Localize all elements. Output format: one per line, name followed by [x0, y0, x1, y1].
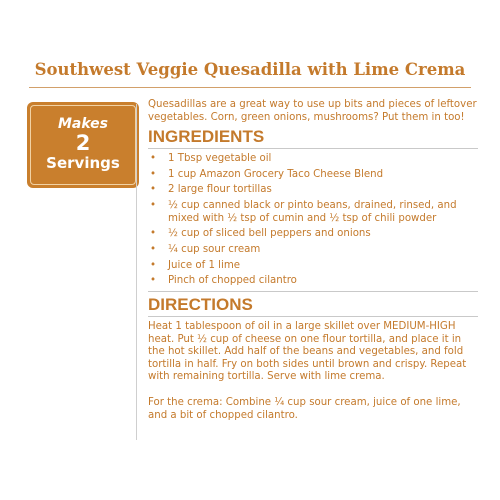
- recipe-title: Southwest Veggie Quesadilla with Lime Crema: [34, 60, 466, 79]
- ingredients-heading: INGREDIENTS: [148, 127, 265, 146]
- ingredient-item: [148, 153, 478, 166]
- bullet-icon: •: [150, 275, 157, 287]
- ingredient-text: ½ cup of sliced bell peppers and onions: [168, 228, 371, 240]
- bullet-icon: •: [150, 259, 157, 271]
- bullet-icon: •: [150, 184, 157, 196]
- recipe-content: [148, 98, 478, 422]
- ingredients-list: [148, 153, 478, 288]
- ingredient-text: 2 large flour tortillas: [168, 184, 272, 196]
- ingredient-item: [148, 244, 478, 257]
- bullet-icon: •: [150, 228, 157, 240]
- directions-heading: DIRECTIONS: [148, 295, 253, 314]
- ingredient-text: 1 cup Amazon Grocery Taco Cheese Blend: [168, 168, 384, 180]
- directions-divider: [148, 316, 478, 317]
- crema-paragraph: For the crema: Combine ¼ cup sour cream, juice of one lime, and a bit of chopped cilantro.: [148, 396, 461, 421]
- ingredient-text: ½ cup canned black or pinto beans, drained, rinsed, and mixed with ½ tsp of cumin and ½ tsp of chili powder: [168, 200, 457, 224]
- badge-servings-number: 2: [75, 131, 91, 155]
- directions-top-divider: [148, 291, 478, 292]
- ingredient-text: Pinch of chopped cilantro: [168, 275, 297, 287]
- column-divider: [136, 104, 137, 440]
- ingredient-item: [148, 228, 478, 241]
- servings-badge: [27, 102, 139, 188]
- title-divider: [29, 87, 471, 88]
- ingredient-text: Juice of 1 lime: [168, 259, 241, 271]
- bullet-icon: •: [150, 168, 157, 180]
- badge-servings-label: Servings: [46, 154, 120, 172]
- bullet-icon: •: [150, 200, 157, 212]
- ingredients-divider: [148, 148, 478, 149]
- directions-paragraph: Heat 1 tablespoon of oil in a large skillet over MEDIUM-HIGH heat. Put ½ cup of cheese on one flour tortilla, and place it in the hot skillet. Add half of the beans and vegetables, and fold tortilla in half. Fry on both sides until brown and crispy. Repeat with remaining tortilla. Serve with lime crema.: [148, 321, 467, 383]
- ingredient-text: ¼ cup sour cream: [168, 243, 261, 255]
- bullet-icon: •: [150, 243, 157, 255]
- ingredient-item: [148, 275, 478, 288]
- ingredient-item: [148, 260, 478, 273]
- ingredient-text: 1 Tbsp vegetable oil: [168, 153, 272, 164]
- servings-badge-frame: [30, 105, 136, 185]
- recipe-intro: Quesadillas are a great way to use up bits and pieces of leftover vegetables. Corn, green onions, mushrooms? Put them in too!: [148, 99, 477, 123]
- bullet-icon: •: [150, 153, 157, 164]
- ingredient-item: [148, 169, 478, 182]
- ingredient-item: [148, 184, 478, 197]
- badge-makes-label: Makes: [57, 116, 109, 132]
- ingredient-item: [148, 200, 478, 225]
